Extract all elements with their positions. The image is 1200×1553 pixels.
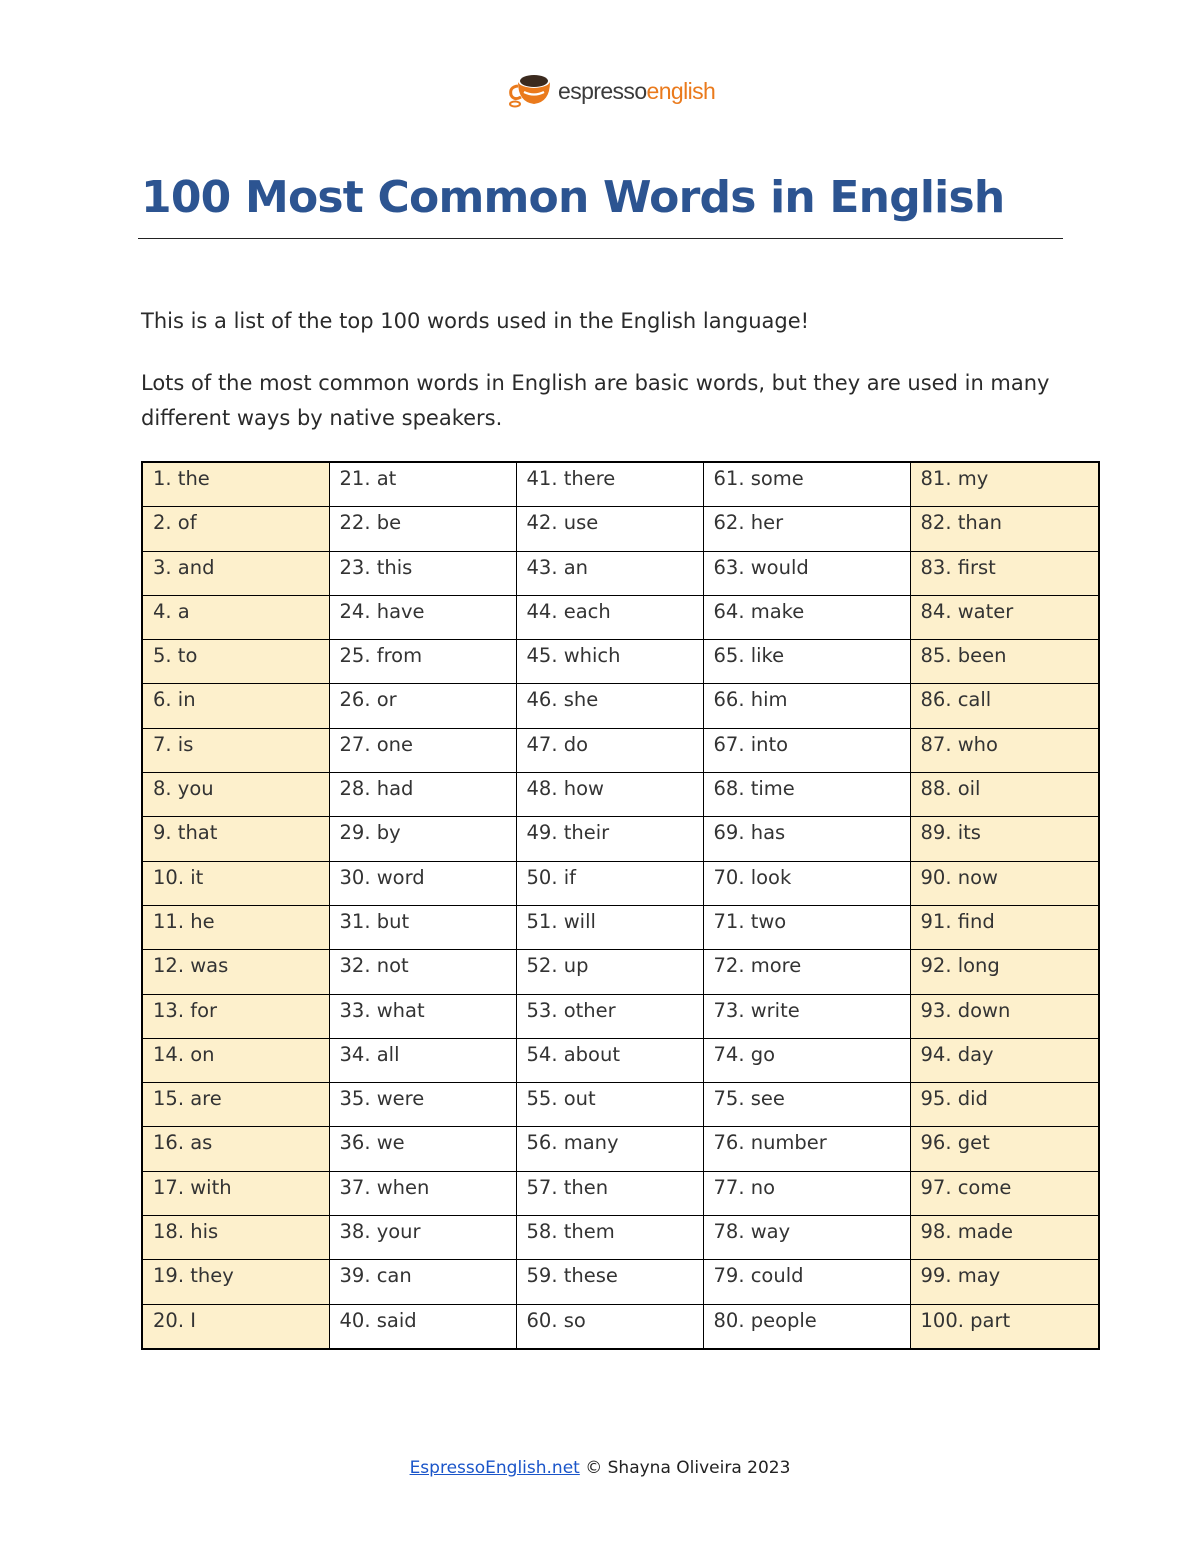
word-cell: 80. people xyxy=(703,1304,910,1349)
word-cell: 94. day xyxy=(910,1038,1099,1082)
brand-logo xyxy=(508,70,715,110)
word-cell: 86. call xyxy=(910,684,1099,728)
table-row xyxy=(142,1260,1099,1304)
table-row xyxy=(142,728,1099,772)
word-cell: 63. would xyxy=(703,551,910,595)
word-cell: 89. its xyxy=(910,817,1099,861)
word-cell: 30. word xyxy=(329,861,516,905)
word-cell: 38. your xyxy=(329,1216,516,1260)
word-cell: 88. oil xyxy=(910,773,1099,817)
word-cell: 59. these xyxy=(516,1260,703,1304)
word-cell: 84. water xyxy=(910,595,1099,639)
table-row xyxy=(142,905,1099,949)
intro-paragraph-1: This is a list of the top 100 words used in the English language! xyxy=(141,309,810,333)
word-cell: 65. like xyxy=(703,640,910,684)
word-cell: 68. time xyxy=(703,773,910,817)
footer-copyright: © Shayna Oliveira 2023 xyxy=(579,1458,791,1478)
word-cell: 19. they xyxy=(142,1260,329,1304)
word-cell: 56. many xyxy=(516,1127,703,1171)
word-cell: 66. him xyxy=(703,684,910,728)
word-cell: 21. at xyxy=(329,462,516,507)
coffee-cup-icon xyxy=(508,70,556,110)
word-cell: 69. has xyxy=(703,817,910,861)
table-row xyxy=(142,861,1099,905)
word-table xyxy=(141,461,1100,1350)
word-cell: 81. my xyxy=(910,462,1099,507)
word-cell: 61. some xyxy=(703,462,910,507)
table-row xyxy=(142,1171,1099,1215)
page-footer xyxy=(0,1458,1200,1478)
word-cell: 75. see xyxy=(703,1083,910,1127)
word-cell: 52. up xyxy=(516,950,703,994)
word-cell: 36. we xyxy=(329,1127,516,1171)
word-cell: 4. a xyxy=(142,595,329,639)
word-cell: 93. down xyxy=(910,994,1099,1038)
word-cell: 90. now xyxy=(910,861,1099,905)
word-cell: 62. her xyxy=(703,507,910,551)
word-cell: 95. did xyxy=(910,1083,1099,1127)
word-cell: 16. as xyxy=(142,1127,329,1171)
word-cell: 14. on xyxy=(142,1038,329,1082)
word-cell: 13. for xyxy=(142,994,329,1038)
footer-link[interactable]: EspressoEnglish.net xyxy=(409,1458,580,1478)
word-cell: 50. if xyxy=(516,861,703,905)
word-cell: 10. it xyxy=(142,861,329,905)
word-cell: 76. number xyxy=(703,1127,910,1171)
word-cell: 18. his xyxy=(142,1216,329,1260)
page-title: 100 Most Common Words in English xyxy=(141,172,1005,223)
word-cell: 6. in xyxy=(142,684,329,728)
word-cell: 51. will xyxy=(516,905,703,949)
brand-wordmark: espressoenglish xyxy=(558,77,716,104)
word-cell: 82. than xyxy=(910,507,1099,551)
word-cell: 5. to xyxy=(142,640,329,684)
word-cell: 71. two xyxy=(703,905,910,949)
word-cell: 58. them xyxy=(516,1216,703,1260)
word-cell: 92. long xyxy=(910,950,1099,994)
word-cell: 28. had xyxy=(329,773,516,817)
table-row xyxy=(142,640,1099,684)
table-row xyxy=(142,551,1099,595)
word-cell: 23. this xyxy=(329,551,516,595)
table-row xyxy=(142,817,1099,861)
word-cell: 20. I xyxy=(142,1304,329,1349)
intro-paragraph-2: Lots of the most common words in English are basic words, but they are used in many different ways by native speakers. xyxy=(141,371,1050,430)
word-cell: 54. about xyxy=(516,1038,703,1082)
word-cell: 39. can xyxy=(329,1260,516,1304)
word-cell: 87. who xyxy=(910,728,1099,772)
word-cell: 70. look xyxy=(703,861,910,905)
word-cell: 79. could xyxy=(703,1260,910,1304)
word-cell: 25. from xyxy=(329,640,516,684)
word-cell: 73. write xyxy=(703,994,910,1038)
word-cell: 17. with xyxy=(142,1171,329,1215)
word-cell: 85. been xyxy=(910,640,1099,684)
word-cell: 1. the xyxy=(142,462,329,507)
word-cell: 37. when xyxy=(329,1171,516,1215)
table-row xyxy=(142,1038,1099,1082)
word-cell: 67. into xyxy=(703,728,910,772)
word-cell: 47. do xyxy=(516,728,703,772)
word-cell: 46. she xyxy=(516,684,703,728)
table-row xyxy=(142,994,1099,1038)
word-cell: 91. find xyxy=(910,905,1099,949)
word-cell: 100. part xyxy=(910,1304,1099,1349)
table-row xyxy=(142,684,1099,728)
word-cell: 57. then xyxy=(516,1171,703,1215)
table-row xyxy=(142,1304,1099,1349)
word-cell: 83. first xyxy=(910,551,1099,595)
word-cell: 97. come xyxy=(910,1171,1099,1215)
word-cell: 29. by xyxy=(329,817,516,861)
word-cell: 34. all xyxy=(329,1038,516,1082)
word-cell: 2. of xyxy=(142,507,329,551)
word-cell: 31. but xyxy=(329,905,516,949)
table-row xyxy=(142,773,1099,817)
word-cell: 9. that xyxy=(142,817,329,861)
word-cell: 45. which xyxy=(516,640,703,684)
word-cell: 74. go xyxy=(703,1038,910,1082)
word-cell: 53. other xyxy=(516,994,703,1038)
table-row xyxy=(142,507,1099,551)
word-cell: 32. not xyxy=(329,950,516,994)
word-cell: 55. out xyxy=(516,1083,703,1127)
word-cell: 15. are xyxy=(142,1083,329,1127)
word-cell: 99. may xyxy=(910,1260,1099,1304)
word-cell: 98. made xyxy=(910,1216,1099,1260)
title-divider xyxy=(138,238,1063,239)
word-cell: 96. get xyxy=(910,1127,1099,1171)
word-cell: 78. way xyxy=(703,1216,910,1260)
word-cell: 60. so xyxy=(516,1304,703,1349)
table-row xyxy=(142,462,1099,507)
word-cell: 77. no xyxy=(703,1171,910,1215)
word-cell: 40. said xyxy=(329,1304,516,1349)
table-row xyxy=(142,1216,1099,1260)
word-cell: 64. make xyxy=(703,595,910,639)
word-cell: 11. he xyxy=(142,905,329,949)
table-row xyxy=(142,1127,1099,1171)
word-cell: 44. each xyxy=(516,595,703,639)
word-cell: 35. were xyxy=(329,1083,516,1127)
word-cell: 41. there xyxy=(516,462,703,507)
word-cell: 48. how xyxy=(516,773,703,817)
word-cell: 42. use xyxy=(516,507,703,551)
table-row xyxy=(142,950,1099,994)
word-cell: 12. was xyxy=(142,950,329,994)
word-cell: 33. what xyxy=(329,994,516,1038)
word-cell: 72. more xyxy=(703,950,910,994)
word-cell: 24. have xyxy=(329,595,516,639)
word-cell: 27. one xyxy=(329,728,516,772)
word-cell: 7. is xyxy=(142,728,329,772)
word-cell: 43. an xyxy=(516,551,703,595)
word-cell: 3. and xyxy=(142,551,329,595)
word-cell: 26. or xyxy=(329,684,516,728)
table-row xyxy=(142,595,1099,639)
word-cell: 8. you xyxy=(142,773,329,817)
word-cell: 49. their xyxy=(516,817,703,861)
word-table-body xyxy=(142,462,1099,1349)
word-cell: 22. be xyxy=(329,507,516,551)
table-row xyxy=(142,1083,1099,1127)
